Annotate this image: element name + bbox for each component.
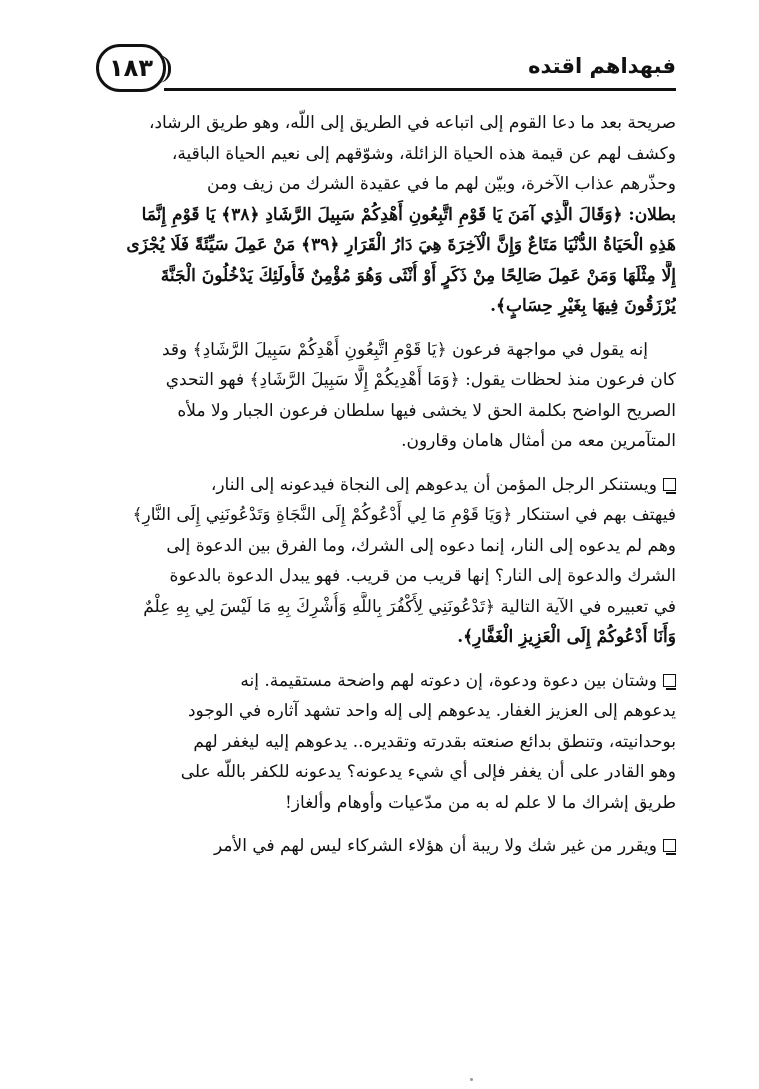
paragraph-2: [94, 335, 676, 457]
text-line: ويقرر من غير شك ولا ريبة أن هؤلاء الشركاء ليس لهم في الأمر: [214, 836, 657, 856]
text-line: ويستنكر الرجل المؤمن أن يدعوهم إلى النجاة فيدعونه إلى النار،: [210, 474, 657, 495]
quran-line: يُرْزَقُونَ فِيهَا بِغَيْرِ حِسَابٍ﴾.: [490, 296, 676, 316]
header-rule: [164, 88, 676, 91]
text-line: بوحدانيته، وتنطق بدائع صنعته بقدرته وتقديره.. يدعوهم إليه ليغفر لهم: [193, 731, 676, 752]
bullet-icon: [663, 839, 676, 852]
page-body: [94, 108, 676, 862]
text-line: صريحة بعد ما دعا القوم إلى اتباعه في الطريق إلى اللّه، وهو طريق الرشاد،: [149, 113, 676, 133]
text-line: في تعبيره في الآية التالية ﴿تَدْعُونَنِي لِأَكْفُرَ بِاللَّهِ وَأُشْرِكَ بِهِ مَا لَيْسَ لِي بِهِ عِلْمٌ: [143, 596, 676, 617]
paragraph-3: [94, 470, 676, 653]
quran-line: بطلان: ﴿وَقَالَ الَّذِي آمَنَ يَا قَوْمِ اتَّبِعُونِ أَهْدِكُمْ سَبِيلَ الرَّشَادِ ﴿٣٨﴾ يَا قَوْمِ إِنَّمَا: [141, 204, 676, 225]
paragraph-4: [94, 666, 676, 819]
bullet-icon: [663, 478, 676, 491]
text-line: فيهتف بهم في استنكار ﴿وَيَا قَوْمِ مَا لِي أَدْعُوكُمْ إِلَى النَّجَاةِ وَتَدْعُونَنِي إِلَى النَّارِ﴾: [132, 505, 676, 525]
text-line: الصريح الواضح بكلمة الحق لا يخشى فيها سلطان فرعون الجبار ولا ملأه: [177, 400, 676, 421]
scan-speck: [470, 1078, 473, 1081]
quran-line: هَذِهِ الْحَيَاةُ الدُّنْيَا مَتَاعٌ وَإِنَّ الْآخِرَةَ هِيَ دَارُ الْقَرَارِ ﴿٣٩﴾ مَنْ عَمِلَ سَيِّئَةً فَلَا يُجْزَى: [126, 235, 676, 255]
quran-line: وَأَنَا أَدْعُوكُمْ إِلَى الْعَزِيزِ الْغَفَّارِ﴾.: [457, 627, 676, 647]
text-line: طريق إشراك ما لا علم له به من مدّعيات وأوهام وألغاز!: [284, 792, 676, 813]
paragraph-gap: [94, 457, 676, 470]
paragraph-gap: [94, 818, 676, 831]
text-line: وحذّرهم عذاب الآخرة، وبيّن لهم ما في عقيدة الشرك من زيف ومن: [207, 174, 676, 194]
bullet-icon: [663, 674, 676, 687]
paragraph-1: [94, 108, 676, 322]
page-number-badge: [96, 44, 166, 92]
text-line: المتآمرين معه من أمثال هامان وقارون.: [401, 431, 676, 451]
text-line: وهو القادر على أن يغفر فإلى أي شيء يدعونه؟ يدعونه للكفر باللّه على: [180, 762, 676, 782]
text-line: وهم لم يدعوه إلى النار، إنما دعوه إلى الشرك، وما الفرق بين الدعوة إلى: [166, 535, 676, 556]
text-line: إنه يقول في مواجهة فرعون ﴿يَا قَوْمِ اتَّبِعُونِ أَهْدِكُمْ سَبِيلَ الرَّشَادِ﴾ وقد: [161, 339, 648, 360]
text-line: وكشف لهم عن قيمة هذه الحياة الزائلة، وشوّقهم إلى نعيم الحياة الباقية،: [171, 143, 676, 164]
paragraph-gap: [94, 653, 676, 666]
page-number: ١٨٣: [109, 54, 153, 82]
paragraph-gap: [94, 322, 676, 335]
text-line: كان فرعون منذ لحظات يقول: ﴿وَمَا أَهْدِيكُمْ إِلَّا سَبِيلَ الرَّشَادِ﴾ فهو التحدي: [165, 370, 676, 390]
running-title: فبهداهم اقتده: [528, 54, 676, 78]
quran-line: إِلَّا مِثْلَهَا وَمَنْ عَمِلَ صَالِحًا مِنْ ذَكَرٍ أَوْ أُنْثَى وَهُوَ مُؤْمِنٌ فَأُولَئِكَ يَدْخُلُونَ الْجَنَّةَ: [160, 265, 676, 286]
paragraph-5: [94, 831, 676, 862]
text-line: وشتان بين دعوة ودعوة، إن دعوته لهم واضحة مستقيمة. إنه: [240, 670, 657, 691]
text-line: الشرك والدعوة إلى النار؟ إنها قريب من قريب. فهو يبدل الدعوة بالدعوة: [169, 566, 676, 586]
page-header: [96, 44, 676, 96]
text-line: يدعوهم إلى العزيز الغفار. يدعوهم إلى إله واحد تشهد آثاره في الوجود: [187, 701, 676, 721]
